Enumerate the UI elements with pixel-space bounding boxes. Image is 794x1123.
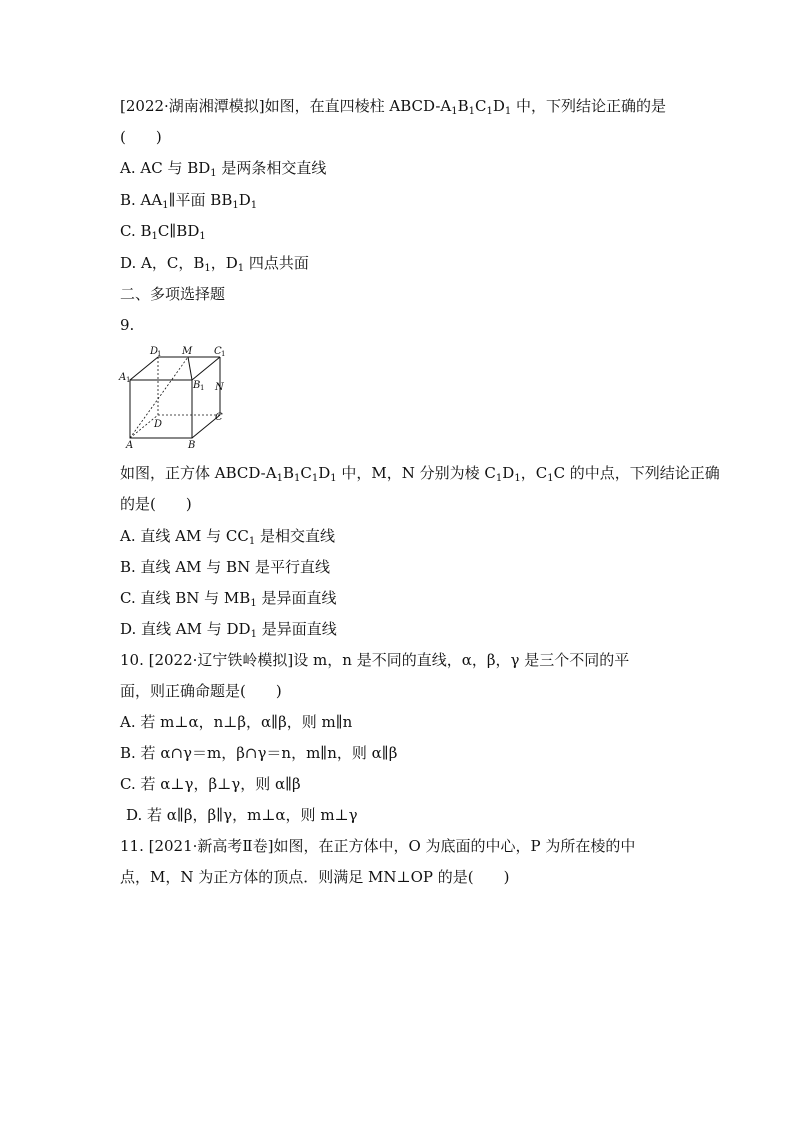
q10-option-a: A. 若 m⊥α，n⊥β，α∥β，则 m∥n	[120, 713, 353, 731]
q9-option-a: A. 直线 AM 与 $CC_1$ 是相交直线	[120, 527, 335, 547]
q8-option-b: B. $AA_1\parallel$平面 $BB_1D_1$	[120, 191, 258, 211]
section-title: 二、多项选择题	[120, 285, 226, 303]
label-d: D	[154, 419, 163, 430]
label-d1-sub: 1	[157, 350, 162, 358]
q10-option-b: B. 若 α∩γ＝m，β∩γ＝n，m∥n，则 α∥β	[120, 744, 398, 762]
label-b1: B	[193, 380, 201, 391]
q8-stem-line2: ( )	[120, 128, 162, 146]
q8-option-a: A. AC 与 $BD_1$ 是两条相交直线	[120, 159, 327, 179]
label-b1-sub: 1	[200, 384, 205, 392]
q9-stem-line1: 如图，正方体 ABCD-$A_1B_1C_1D_1$ 中，M，N 分别为棱 $C_1D_1$，$C_1C$ 的中点，下列结论正确	[120, 464, 720, 484]
q10-stem-line2: 面，则正确命题是( )	[120, 682, 282, 700]
label-a1-sub: 1	[126, 376, 131, 384]
q8-stem-line1: [2022·湖南湘潭模拟]如图，在直四棱柱 ABCD-$A_1B_1C_1D_1$ 中，下列结论正确的是	[120, 97, 667, 117]
q11-stem-line2: 点，M，N 为正方体的顶点．则满足 MN⊥OP 的是( )	[120, 868, 510, 886]
q10-option-d: D. 若 α∥β，β∥γ，m⊥α，则 m⊥γ	[126, 806, 358, 824]
label-c1: C	[214, 346, 222, 357]
q9-option-d: D. 直线 AM 与 $DD_1$ 是异面直线	[120, 620, 337, 640]
label-a1: A	[119, 372, 127, 383]
label-c1-sub: 1	[221, 350, 226, 358]
label-c: C	[215, 412, 223, 423]
cube-figure	[118, 342, 230, 450]
q10-option-c: C. 若 α⊥γ，β⊥γ，则 α∥β	[120, 775, 301, 793]
label-b: B	[188, 440, 196, 450]
label-d1: D	[150, 346, 159, 357]
q8-option-d: D. A，C，$B_1$，$D_1$ 四点共面	[120, 254, 309, 274]
q10-stem-line1: 10. [2022·辽宁铁岭模拟]设 m，n 是不同的直线，α，β，γ 是三个不同的平	[120, 651, 630, 669]
q9-option-b: B. 直线 AM 与 BN 是平行直线	[120, 558, 330, 576]
q11-stem-line1: 11. [2021·新高考Ⅱ卷]如图，在正方体中，O 为底面的中心，P 为所在棱的中	[120, 837, 636, 855]
q8-option-c: C. $B_1C\parallel BD_1$	[120, 222, 206, 242]
q9-option-c: C. 直线 BN 与 $MB_1$ 是异面直线	[120, 589, 337, 609]
label-n: N	[215, 382, 224, 393]
q9-number: 9.	[120, 316, 135, 334]
label-a: A	[126, 440, 134, 450]
q9-stem-line2: 的是( )	[120, 495, 192, 513]
label-m: M	[182, 346, 193, 357]
